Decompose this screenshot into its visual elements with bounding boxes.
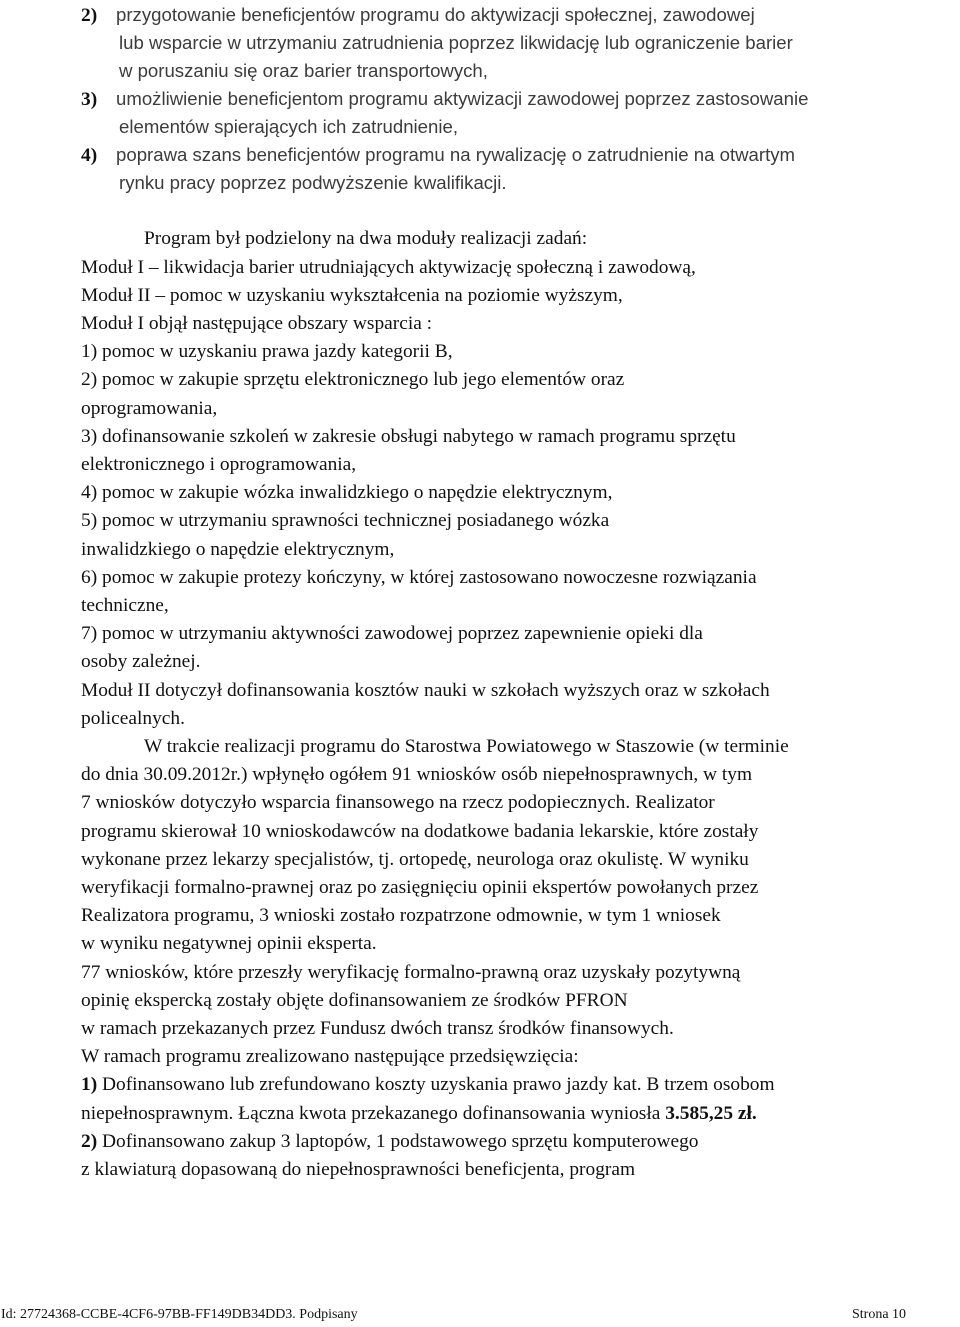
list-item-4-line-1: 4) poprawa szans beneficjentów programu na rywalizację o zatrudnienie na otwartym [81,144,796,166]
body-line: 6) pomoc w zakupie protezy kończyny, w której zastosowano nowoczesne rozwiązania [81,567,757,588]
body-line: 4) pomoc w zakupie wózka inwalidzkiego o napędzie elektrycznym, [81,482,613,503]
body-line: W trakcie realizacji programu do Starostwa Powiatowego w Staszowie (w terminie [144,736,789,757]
body-line: 5) pomoc w utrzymaniu sprawności technicznej posiadanego wózka [81,510,610,531]
body-line: w ramach przekazanych przez Fundusz dwóch transz środków finansowych. [81,1018,674,1039]
body-line: Program był podzielony na dwa moduły realizacji zadań: [144,228,588,249]
body-line: opinię ekspercką zostały objęte dofinansowaniem ze środków PFRON [81,990,628,1011]
body-line: Moduł I objął następujące obszary wsparcia : [81,313,433,334]
list-number: 3) [81,89,98,110]
initiative-item-2-line-1: 2) Dofinansowano zakup 3 laptopów, 1 podstawowego sprzętu komputerowego [81,1131,699,1152]
list-item-2-line-2: lub wsparcie w utrzymaniu zatrudnienia poprzez likwidację lub ograniczenie barier [119,32,793,53]
amount-value: 3.585,25 zł. [665,1103,757,1124]
body-line: do dnia 30.09.2012r.) wpłynęło ogółem 91 wniosków osób niepełnosprawnych, w tym [81,764,753,785]
body-line: techniczne, [81,595,169,616]
list-number: 2) [81,1131,98,1152]
initiative-item-2-line-2: z klawiaturą dopasowaną do niepełnosprawności beneficjenta, program [81,1159,636,1180]
list-item-4-line-2: rynku pracy poprzez podwyższenie kwalifikacji. [119,172,507,193]
body-line: Moduł II dotyczył dofinansowania kosztów nauki w szkołach wyższych oraz w szkołach [81,680,770,701]
body-line: wykonane przez lekarzy specjalistów, tj. ortopedę, neurologa oraz okulistę. W wyniku [81,849,749,870]
body-line: 3) dofinansowanie szkoleń w zakresie obsługi nabytego w ramach programu sprzętu [81,426,736,447]
body-line: programu skierował 10 wnioskodawców na dodatkowe badania lekarskie, które zostały [81,821,759,842]
list-item-2-line-3: w poruszaniu się oraz barier transportowych, [119,60,488,81]
body-line: w wyniku negatywnej opinii eksperta. [81,933,377,954]
body-line: W ramach programu zrealizowano następujące przedsięwzięcia: [81,1046,579,1067]
list-number: 4) [81,145,98,166]
body-line: policealnych. [81,708,185,729]
initiative-item-1-line-1: 1) Dofinansowano lub zrefundowano koszty uzyskania prawo jazdy kat. B trzem osobom [81,1074,775,1095]
body-line: Moduł I – likwidacja barier utrudniających aktywizację społeczną i zawodową, [81,257,696,278]
list-item-2-line-1: 2) przygotowanie beneficjentów programu do aktywizacji społecznej, zawodowej [81,4,755,26]
list-number: 1) [81,1074,98,1095]
body-line: 77 wniosków, które przeszły weryfikację formalno-prawną oraz uzyskały pozytywną [81,962,741,983]
list-item-3-line-2: elementów spierających ich zatrudnienie, [119,116,458,137]
body-line: osoby zależnej. [81,651,201,672]
body-line: Moduł II – pomoc w uzyskaniu wykształcenia na poziomie wyższym, [81,285,623,306]
body-line: 7 wniosków dotyczyło wsparcia finansowego na rzecz podopiecznych. Realizator [81,792,715,813]
page-number: Strona 10 [852,1307,907,1322]
list-item-3-line-1: 3) umożliwienie beneficjentom programu aktywizacji zawodowej poprzez zastosowanie [81,88,809,110]
list-number: 2) [81,5,98,26]
body-line: 1) pomoc w uzyskaniu prawa jazdy kategorii B, [81,341,453,362]
body-line: 7) pomoc w utrzymaniu aktywności zawodowej poprzez zapewnienie opieki dla [81,623,703,644]
body-line: weryfikacji formalno-prawnej oraz po zasięgnięciu opinii ekspertów powołanych przez [81,877,759,898]
document-id: Id: 27724368-CCBE-4CF6-97BB-FF149DB34DD3. Podpisany [1,1307,358,1322]
body-line: 2) pomoc w zakupie sprzętu elektronicznego lub jego elementów oraz [81,369,625,390]
body-line: elektronicznego i oprogramowania, [81,454,357,475]
body-line: Realizatora programu, 3 wnioski zostało rozpatrzone odmownie, w tym 1 wniosek [81,905,721,926]
body-line: oprogramowania, [81,398,218,419]
initiative-item-1-line-2: niepełnosprawnym. Łączna kwota przekazanego dofinansowania wyniosła 3.585,25 zł. [81,1103,757,1124]
body-line: inwalidzkiego o napędzie elektrycznym, [81,539,395,560]
